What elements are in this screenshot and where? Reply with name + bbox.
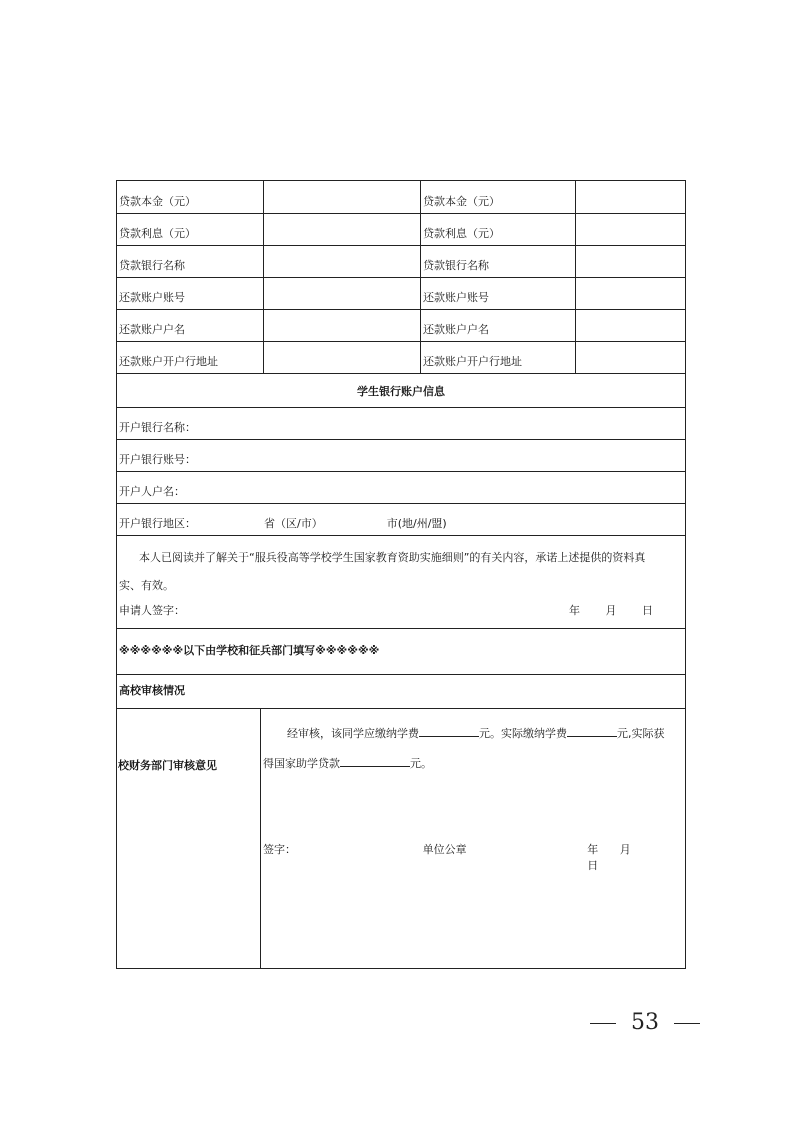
declaration-block (117, 536, 685, 628)
dash-left (590, 1023, 616, 1024)
student-account-title-row (117, 373, 685, 407)
loan-bank-label-right: 贷款银行名称 (421, 246, 576, 277)
finance-review-line2 (263, 749, 681, 779)
loan-granted-text: 得国家助学贷款 (263, 757, 340, 770)
declaration-text-line1: 本人已阅读并了解关于“服兵役高等学校学生国家教育资助实施细则”的有关内容，承诺上述提供的资料真 (139, 551, 646, 564)
review-title: 高校审核情况 (119, 683, 185, 697)
holder-field[interactable]: 开户人户名： (119, 485, 185, 498)
loan-principal-label-left: 贷款本金（元） (117, 181, 264, 213)
city-label: 市(地/州/盟) (386, 517, 447, 530)
table-row (117, 245, 685, 277)
applicant-signature-line (119, 602, 683, 618)
repay-account-name-value-left[interactable] (264, 310, 421, 341)
region-label: 开户银行地区： (119, 517, 196, 530)
finance-review-label: 校财务部门审核意见 (117, 709, 261, 968)
tuition-paid-blank[interactable] (567, 724, 617, 737)
repay-account-name-label-right: 还款账户户名 (421, 310, 576, 341)
tuition-paid-text: 元。实际缴纳学费 (479, 727, 567, 740)
year-label: 年 (587, 843, 599, 856)
table-row (117, 309, 685, 341)
repay-bank-address-value-left[interactable] (264, 342, 421, 373)
loan-interest-value-left[interactable] (264, 214, 421, 245)
table-row (117, 181, 685, 213)
yuan-text: 元。 (410, 757, 432, 770)
repay-account-no-value-left[interactable] (264, 278, 421, 309)
school-banner-row (117, 628, 685, 674)
finance-review-line1 (263, 719, 681, 749)
bank-name-field[interactable]: 开户银行名称： (119, 421, 196, 434)
repay-account-no-label-right: 还款账户账号 (421, 278, 576, 309)
region-row (117, 503, 685, 535)
repay-bank-address-label-left: 还款账户开户行地址 (117, 342, 264, 373)
loan-interest-label-left: 贷款利息（元） (117, 214, 264, 245)
province-label: 省（区/市） (264, 517, 323, 530)
finance-signature-line (263, 841, 681, 873)
school-banner: ※※※※※※以下由学校和征兵部门填写※※※※※※ (119, 643, 380, 657)
finance-review-content (261, 709, 685, 968)
section-title: 学生银行账户信息 (357, 384, 445, 398)
table-row (117, 341, 685, 373)
day-label: 日 (587, 859, 599, 872)
repay-bank-address-value-right[interactable] (576, 342, 685, 373)
loan-principal-label-right: 贷款本金（元） (421, 181, 576, 213)
finance-review-text (263, 719, 681, 779)
bank-name-row (117, 407, 685, 439)
repay-account-no-value-right[interactable] (576, 278, 685, 309)
application-form (116, 180, 686, 969)
page-number (590, 1010, 700, 1035)
repay-bank-address-label-right: 还款账户开户行地址 (421, 342, 576, 373)
table-row (117, 213, 685, 245)
loan-actual-text: 元,实际获 (617, 727, 665, 740)
loan-principal-value-right[interactable] (576, 181, 685, 213)
month-label: 月 (605, 604, 617, 617)
day-label: 日 (642, 604, 653, 617)
month-label: 月 (619, 843, 631, 856)
applicant-signature-label[interactable]: 申请人签字： (119, 604, 185, 617)
review-title-row (117, 674, 685, 708)
holder-row (117, 471, 685, 503)
loan-bank-value-left[interactable] (264, 246, 421, 277)
year-label: 年 (569, 604, 580, 617)
loan-bank-label-left: 贷款银行名称 (117, 246, 264, 277)
official-seal-label: 单位公章 (422, 843, 467, 856)
repay-account-name-value-right[interactable] (576, 310, 685, 341)
region-field[interactable] (117, 504, 685, 535)
finance-signature-label[interactable]: 签字： (263, 843, 296, 856)
loan-principal-value-left[interactable] (264, 181, 421, 213)
repay-account-no-label-left: 还款账户账号 (117, 278, 264, 309)
finance-date (587, 841, 681, 873)
declaration-text-line2: 实、有效。 (119, 579, 174, 592)
tuition-due-text: 经审核，该同学应缴纳学费 (287, 727, 419, 740)
finance-review-row (117, 708, 685, 968)
loan-interest-label-right: 贷款利息（元） (421, 214, 576, 245)
table-row (117, 277, 685, 309)
tuition-due-blank[interactable] (419, 724, 479, 737)
account-no-field[interactable]: 开户银行账号： (119, 453, 196, 466)
loan-bank-value-right[interactable] (576, 246, 685, 277)
dash-right (674, 1023, 700, 1024)
loan-interest-value-right[interactable] (576, 214, 685, 245)
page-number-value: 53 (631, 1010, 659, 1035)
repay-account-name-label-left: 还款账户户名 (117, 310, 264, 341)
applicant-date (547, 602, 653, 618)
loan-granted-blank[interactable] (340, 754, 410, 767)
account-no-row (117, 439, 685, 471)
declaration-row (117, 535, 685, 628)
